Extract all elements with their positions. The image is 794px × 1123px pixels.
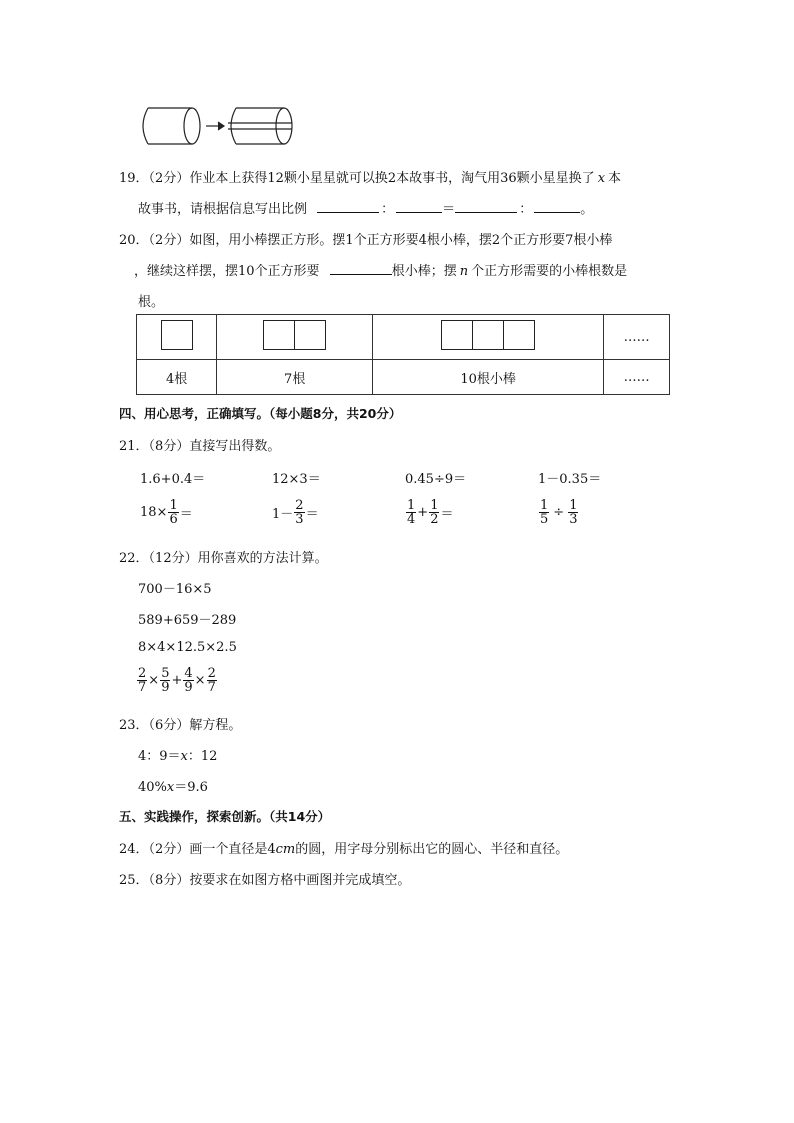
q24-line bbox=[119, 838, 568, 857]
eq-text: ：12 bbox=[187, 749, 218, 764]
denominator: 3 bbox=[569, 512, 578, 527]
cylinder-end bbox=[184, 108, 200, 144]
eq-variable: x bbox=[180, 749, 188, 764]
section-4-heading: 四、用心思考，正确填写。（每小题8分，共20分） bbox=[119, 406, 402, 421]
q19-number: 19． bbox=[119, 171, 149, 186]
q25-text: （8分）按要求在如图方格中画图并完成填空。 bbox=[148, 873, 411, 888]
expr-text: ＝ bbox=[179, 507, 193, 522]
label-4-sticks: 4根 bbox=[166, 371, 188, 387]
numerator: 2 bbox=[295, 498, 304, 513]
table-label-cell bbox=[137, 360, 217, 395]
numerator: 1 bbox=[540, 498, 549, 513]
expr-text: 1－ bbox=[272, 507, 294, 522]
cut-cylinder-end bbox=[276, 108, 292, 144]
cylinder-cut-figure bbox=[138, 104, 298, 148]
numerator: 1 bbox=[407, 498, 416, 513]
q19-variable: x bbox=[597, 171, 606, 186]
q23-title-text: （6分）解方程。 bbox=[148, 718, 242, 733]
q19-period: 。 bbox=[580, 202, 594, 217]
q19-line1 bbox=[119, 167, 621, 186]
q19-colon-2: ： bbox=[519, 202, 533, 217]
q23-title bbox=[119, 714, 241, 733]
cut-line bbox=[228, 123, 292, 129]
denominator: 3 bbox=[295, 512, 304, 527]
numerator: 1 bbox=[569, 498, 578, 513]
label-10-sticks: 10根小棒 bbox=[460, 371, 516, 387]
q20-text-2a: ，继续这样摆，摆10个正方形要 bbox=[134, 264, 320, 279]
table-cell-2-squares bbox=[217, 315, 373, 360]
q23-number: 23． bbox=[119, 718, 149, 733]
numerator: 1 bbox=[430, 498, 439, 513]
arrow-head bbox=[218, 122, 224, 130]
numerator: 4 bbox=[184, 666, 193, 681]
section-5-heading: 五、实践操作，探索创新。（共14分） bbox=[119, 809, 331, 824]
q22-number: 22． bbox=[119, 551, 149, 566]
q19-text-2: 故事书，请根据信息写出比例 bbox=[138, 202, 308, 217]
q20-text-2c: 个正方形需要的小棒根数是 bbox=[471, 264, 628, 279]
q20-text-1: （2分）如图，用小棒摆正方形。摆1个正方形要4根小棒，摆2个正方形要7根小棒 bbox=[148, 233, 613, 248]
denominator: 4 bbox=[407, 512, 416, 527]
eq-variable: x bbox=[166, 780, 175, 795]
q22-expr-3: 8×4×12.5×2.5 bbox=[138, 640, 237, 655]
fraction bbox=[539, 499, 549, 526]
q21-title bbox=[119, 435, 280, 454]
q22-title bbox=[119, 547, 328, 566]
expr-operator: × bbox=[148, 673, 160, 688]
fraction bbox=[568, 499, 578, 526]
q23-equation-1 bbox=[138, 745, 217, 764]
q20-blank-1[interactable] bbox=[330, 261, 392, 275]
expr-text: 18× bbox=[140, 505, 168, 520]
expr-operator: + bbox=[417, 505, 429, 520]
fraction bbox=[294, 499, 304, 526]
q23-equation-2 bbox=[138, 776, 208, 795]
q21-expr-8 bbox=[538, 499, 579, 526]
q22-title-text: （12分）用你喜欢的方法计算。 bbox=[148, 551, 328, 566]
table-label-cell bbox=[604, 360, 670, 395]
q21-expr-1: 1.6+0.4＝ bbox=[140, 472, 206, 487]
q21-number: 21． bbox=[119, 439, 149, 454]
q22-expr-2: 589+659－289 bbox=[138, 613, 237, 628]
square-shape bbox=[263, 320, 295, 350]
q19-colon-1: ： bbox=[381, 202, 395, 217]
q19-blank-1[interactable] bbox=[317, 199, 379, 213]
q22-expr-4 bbox=[136, 667, 218, 694]
q21-expr-3: 0.45÷9＝ bbox=[405, 472, 467, 487]
q24-number: 24． bbox=[119, 842, 149, 857]
stick-square-table bbox=[136, 314, 670, 395]
q19-line2 bbox=[138, 198, 593, 217]
q19-blank-4[interactable] bbox=[534, 199, 580, 213]
table-cell-3-squares bbox=[373, 315, 604, 360]
expr-text: ＝ bbox=[440, 507, 454, 522]
numerator: 5 bbox=[161, 666, 170, 681]
q25-number: 25． bbox=[119, 873, 149, 888]
table-label-cell bbox=[217, 360, 373, 395]
fraction bbox=[183, 667, 193, 694]
q20-line1 bbox=[119, 229, 612, 248]
q25-line bbox=[119, 869, 410, 888]
q21-title-text: （8分）直接写出得数。 bbox=[148, 439, 281, 454]
denominator: 7 bbox=[138, 680, 147, 695]
denominator: 6 bbox=[169, 512, 178, 527]
expr-text: ＝ bbox=[305, 507, 319, 522]
square-shape bbox=[295, 320, 326, 350]
numerator: 1 bbox=[169, 498, 178, 513]
fraction bbox=[160, 667, 170, 694]
q24-text-2: 的圆，用字母分别标出它的圆心、半径和直径。 bbox=[295, 842, 569, 857]
square-shape bbox=[441, 320, 473, 350]
fraction bbox=[429, 499, 439, 526]
table-label-cell bbox=[373, 360, 604, 395]
label-ellipsis: …… bbox=[623, 369, 650, 385]
expr-operator: × bbox=[194, 673, 206, 688]
q21-expr-2: 12×3＝ bbox=[272, 472, 321, 487]
numerator: 2 bbox=[138, 666, 147, 681]
cylinder-body bbox=[143, 108, 192, 144]
q19-text-end: 本 bbox=[608, 171, 622, 186]
table-cell-1-square bbox=[137, 315, 217, 360]
expr-operator: ÷ bbox=[553, 505, 565, 520]
q20-variable: n bbox=[459, 264, 469, 279]
eq-text: 4：9＝ bbox=[138, 749, 181, 764]
q19-blank-2[interactable] bbox=[396, 199, 442, 213]
q21-expr-5 bbox=[140, 499, 193, 526]
fraction bbox=[168, 499, 178, 526]
denominator: 9 bbox=[184, 680, 193, 695]
q19-equals: ＝ bbox=[442, 202, 456, 217]
eq-text: ＝9.6 bbox=[174, 780, 208, 795]
q20-text-3: 根。 bbox=[138, 295, 165, 310]
q22-expr-1: 700－16×5 bbox=[138, 582, 212, 597]
table-cell-ellipsis bbox=[604, 315, 670, 360]
square-shape bbox=[504, 320, 535, 350]
numerator: 2 bbox=[207, 666, 216, 681]
q24-text-1: （2分）画一个直径是4 bbox=[148, 842, 276, 857]
fraction bbox=[207, 667, 217, 694]
q19-blank-3[interactable] bbox=[455, 199, 517, 213]
q21-expr-7 bbox=[405, 499, 453, 526]
q20-line3 bbox=[138, 291, 164, 310]
denominator: 9 bbox=[161, 680, 170, 695]
q19-text: （2分）作业本上获得12颗小星星就可以换2本故事书，淘气用36颗小星星换了 bbox=[148, 171, 595, 186]
denominator: 2 bbox=[430, 512, 439, 527]
denominator: 5 bbox=[540, 512, 549, 527]
denominator: 7 bbox=[207, 680, 216, 695]
expr-operator: + bbox=[171, 673, 183, 688]
q21-expr-6 bbox=[272, 499, 319, 526]
square-shape bbox=[473, 320, 504, 350]
q21-expr-4: 1－0.35＝ bbox=[538, 472, 602, 487]
label-7-sticks: 7根 bbox=[284, 371, 306, 387]
q24-unit: cm bbox=[275, 842, 296, 857]
fraction bbox=[406, 499, 416, 526]
q20-text-2b: 根小棒；摆 bbox=[391, 264, 457, 279]
q20-line2 bbox=[134, 260, 627, 279]
eq-text: 40% bbox=[138, 780, 167, 795]
ellipsis-top: …… bbox=[623, 329, 650, 345]
fraction bbox=[137, 667, 147, 694]
square-shape bbox=[161, 320, 193, 350]
q20-number: 20． bbox=[119, 233, 149, 248]
